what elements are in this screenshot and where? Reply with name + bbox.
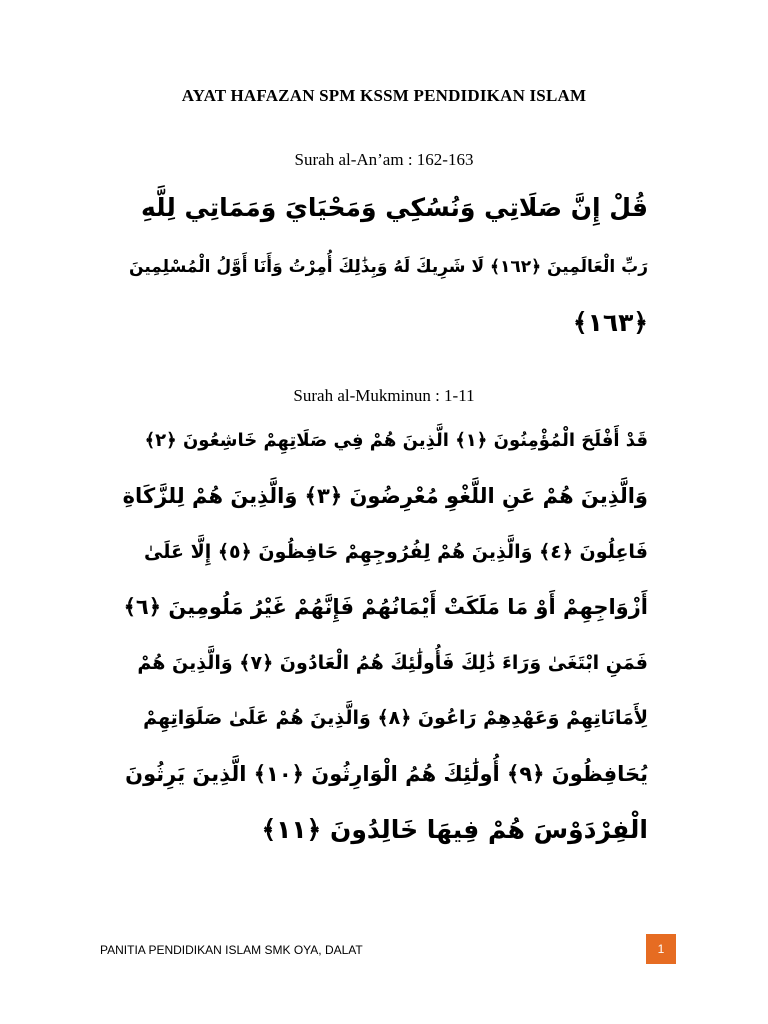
verse-line: ﴿١٦٣﴾ xyxy=(572,308,648,337)
verse-line: لِأَمَانَاتِهِمْ وَعَهْدِهِمْ رَاعُونَ ﴿٨﴾ وَالَّذِينَ هُمْ عَلَىٰ صَلَوَاتِهِمْ xyxy=(143,707,648,729)
verse-line: قُلْ إِنَّ صَلَاتِي وَنُسُكِي وَمَحْيَايَ وَمَمَاتِي لِلَّهِ xyxy=(141,193,648,222)
page-title: AYAT HAFAZAN SPM KSSM PENDIDIKAN ISLAM xyxy=(181,86,587,105)
verse-line: أَزْوَاجِهِمْ أَوْ مَا مَلَكَتْ أَيْمَانُهُمْ فَإِنَّهُمْ غَيْرُ مَلُومِينَ ﴿٦﴾ xyxy=(123,595,648,619)
surah-heading-anam: Surah al-An’am : 162-163 xyxy=(294,150,474,169)
verse-line: يُحَافِظُونَ ﴿٩﴾ أُولَٰئِكَ هُمُ الْوَارِثُونَ ﴿١٠﴾ الَّذِينَ يَرِثُونَ xyxy=(125,762,648,786)
page-number-badge: 1 xyxy=(646,934,676,964)
verse-line: فَاعِلُونَ ﴿٤﴾ وَالَّذِينَ هُمْ لِفُرُوجِهِمْ حَافِظُونَ ﴿٥﴾ إِلَّا عَلَىٰ xyxy=(144,541,648,563)
verse-line: وَالَّذِينَ هُمْ عَنِ اللَّغْوِ مُعْرِضُونَ ﴿٣﴾ وَالَّذِينَ هُمْ لِلزَّكَاةِ xyxy=(122,484,648,508)
verse-line: قَدْ أَفْلَحَ الْمُؤْمِنُونَ ﴿١﴾ الَّذِينَ هُمْ فِي صَلَاتِهِمْ خَاشِعُونَ ﴿٢﴾ xyxy=(144,430,648,451)
surah-heading-mukminun: Surah al-Mukminun : 1-11 xyxy=(293,386,475,405)
footer-text: PANITIA PENDIDIKAN ISLAM SMK OYA, DALAT xyxy=(100,943,363,957)
verse-line: فَمَنِ ابْتَغَىٰ وَرَاءَ ذَٰلِكَ فَأُولَٰئِكَ هُمُ الْعَادُونَ ﴿٧﴾ وَالَّذِينَ هُمْ xyxy=(137,652,648,674)
verse-line: رَبِّ الْعَالَمِينَ ﴿١٦٢﴾ لَا شَرِيكَ لَهُ وَبِذَٰلِكَ أُمِرْتُ وَأَنَا أَوَّلُ الْمُسْلِمِينَ xyxy=(129,257,648,277)
verse-line: الْفِرْدَوْسَ هُمْ فِيهَا خَالِدُونَ ﴿١١﴾ xyxy=(261,815,648,844)
